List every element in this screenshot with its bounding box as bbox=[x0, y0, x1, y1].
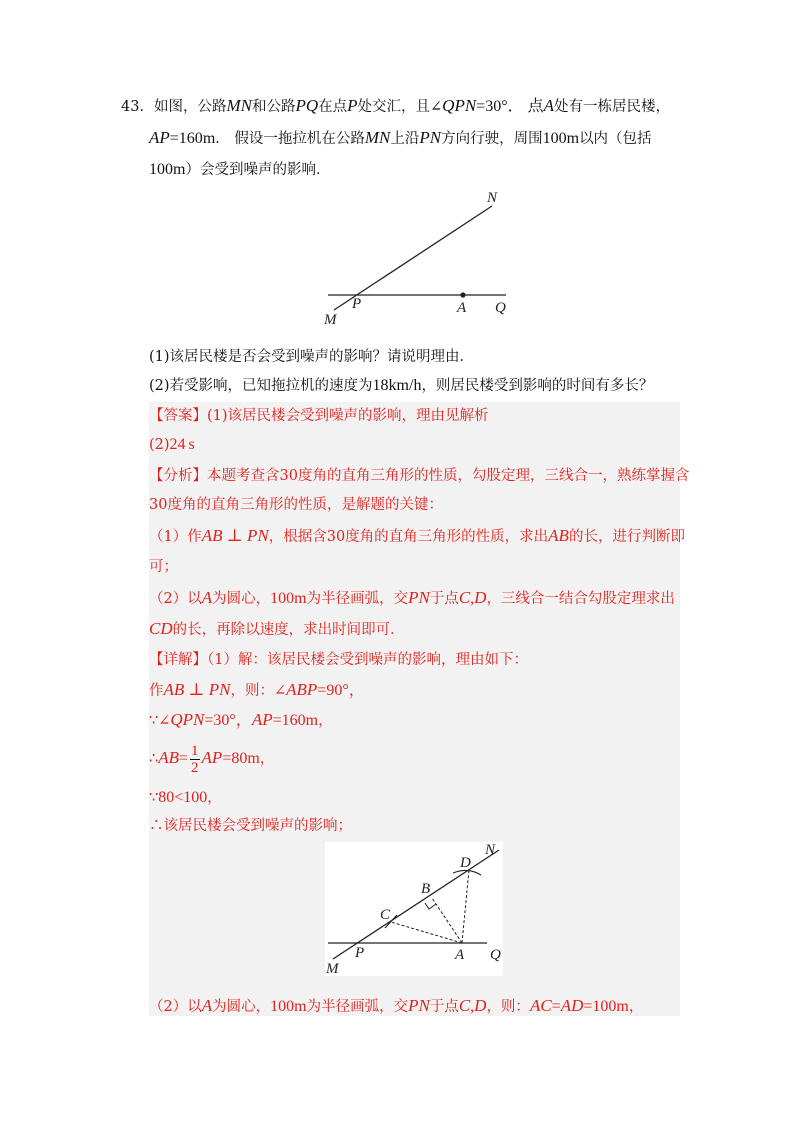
detail-line-5: ∵80<100， bbox=[149, 789, 222, 806]
point-a-dot bbox=[460, 292, 465, 297]
segment-ab bbox=[432, 898, 462, 943]
label-n: N bbox=[487, 190, 498, 206]
analysis-line-2: 30度角的直角三角形的性质，是解题的关键： bbox=[149, 497, 443, 513]
question-line-3: 100m）会受到噪声的影响． bbox=[149, 161, 331, 178]
detail-line-4: ∴AB= $\frac{1}{2}$ AP=80m， bbox=[149, 742, 275, 776]
label-b: B bbox=[421, 881, 431, 897]
sub-question-1: (1)该居民楼是否会受到噪声的影响？请说明理由． bbox=[149, 349, 475, 365]
detail-line-1: 【详解】（1）解：该居民楼会受到噪声的影响，理由如下： bbox=[149, 652, 528, 668]
right-angle-mark bbox=[425, 903, 436, 909]
label-m: M bbox=[326, 961, 339, 976]
analysis-line-4: 可； bbox=[149, 559, 178, 575]
label-a: A bbox=[457, 300, 467, 316]
detail-line-3: ∵∠QPN=30°，AP=160m， bbox=[149, 710, 333, 729]
label-c: C bbox=[380, 907, 391, 923]
label-q: Q bbox=[490, 947, 501, 963]
label-n: N bbox=[485, 842, 496, 858]
segment-ad bbox=[462, 870, 469, 943]
detail-line-7: （2）以A为圆心，100m为半径画弧，交PN于点C,D，则：AC=AD=100m， bbox=[149, 996, 644, 1015]
answer-line-2: (2)24 s bbox=[149, 436, 195, 453]
fraction-one-half: $\frac{1}{2}$ bbox=[191, 742, 199, 776]
label-q: Q bbox=[495, 300, 506, 316]
sub-question-2: (2)若受影响，已知拖拉机的速度为18km/h，则居民楼受到影响的时间有多长？ bbox=[149, 377, 654, 394]
label-d: D bbox=[460, 855, 471, 871]
label-m: M bbox=[324, 312, 337, 328]
figure-2 bbox=[325, 842, 503, 976]
label-p: P bbox=[355, 945, 365, 961]
label-a: A bbox=[455, 947, 465, 963]
label-p: P bbox=[352, 296, 362, 312]
analysis-line-1: 【分析】本题考查含30度角的直角三角形的性质，勾股定理，三线合一，熟练掌握含 bbox=[149, 468, 690, 484]
analysis-line-3: （1）作AB ⊥ PN，根据含30度角的直角三角形的性质，求出AB的长，进行判断即 bbox=[149, 526, 685, 545]
answer-line-1: 【答案】(1)该居民楼会受到噪声的影响，理由见解析 bbox=[149, 408, 489, 424]
question-line-2: AP=160m． 假设一拖拉机在公路MN上沿PN方向行驶，周围100m以内（包括 bbox=[149, 128, 652, 147]
question-number: 43． bbox=[121, 99, 154, 115]
detail-line-2: 作AB ⊥ PN，则：∠ABP=90°， bbox=[149, 680, 365, 699]
segment-ac bbox=[391, 922, 462, 943]
detail-line-6: ∴该居民楼会受到噪声的影响； bbox=[149, 818, 352, 834]
figure-1 bbox=[320, 186, 520, 328]
analysis-line-6: CD的长，再除以速度，求出时间即可． bbox=[149, 619, 405, 638]
analysis-line-5: （2）以A为圆心，100m为半径画弧，交PN于点C,D，三线合一结合勾股定理求出 bbox=[149, 588, 675, 607]
question-line-1: 43．如图，公路MN和公路PQ在点P处交汇，且∠QPN=30°． 点A处有一栋居民楼， bbox=[121, 96, 670, 115]
